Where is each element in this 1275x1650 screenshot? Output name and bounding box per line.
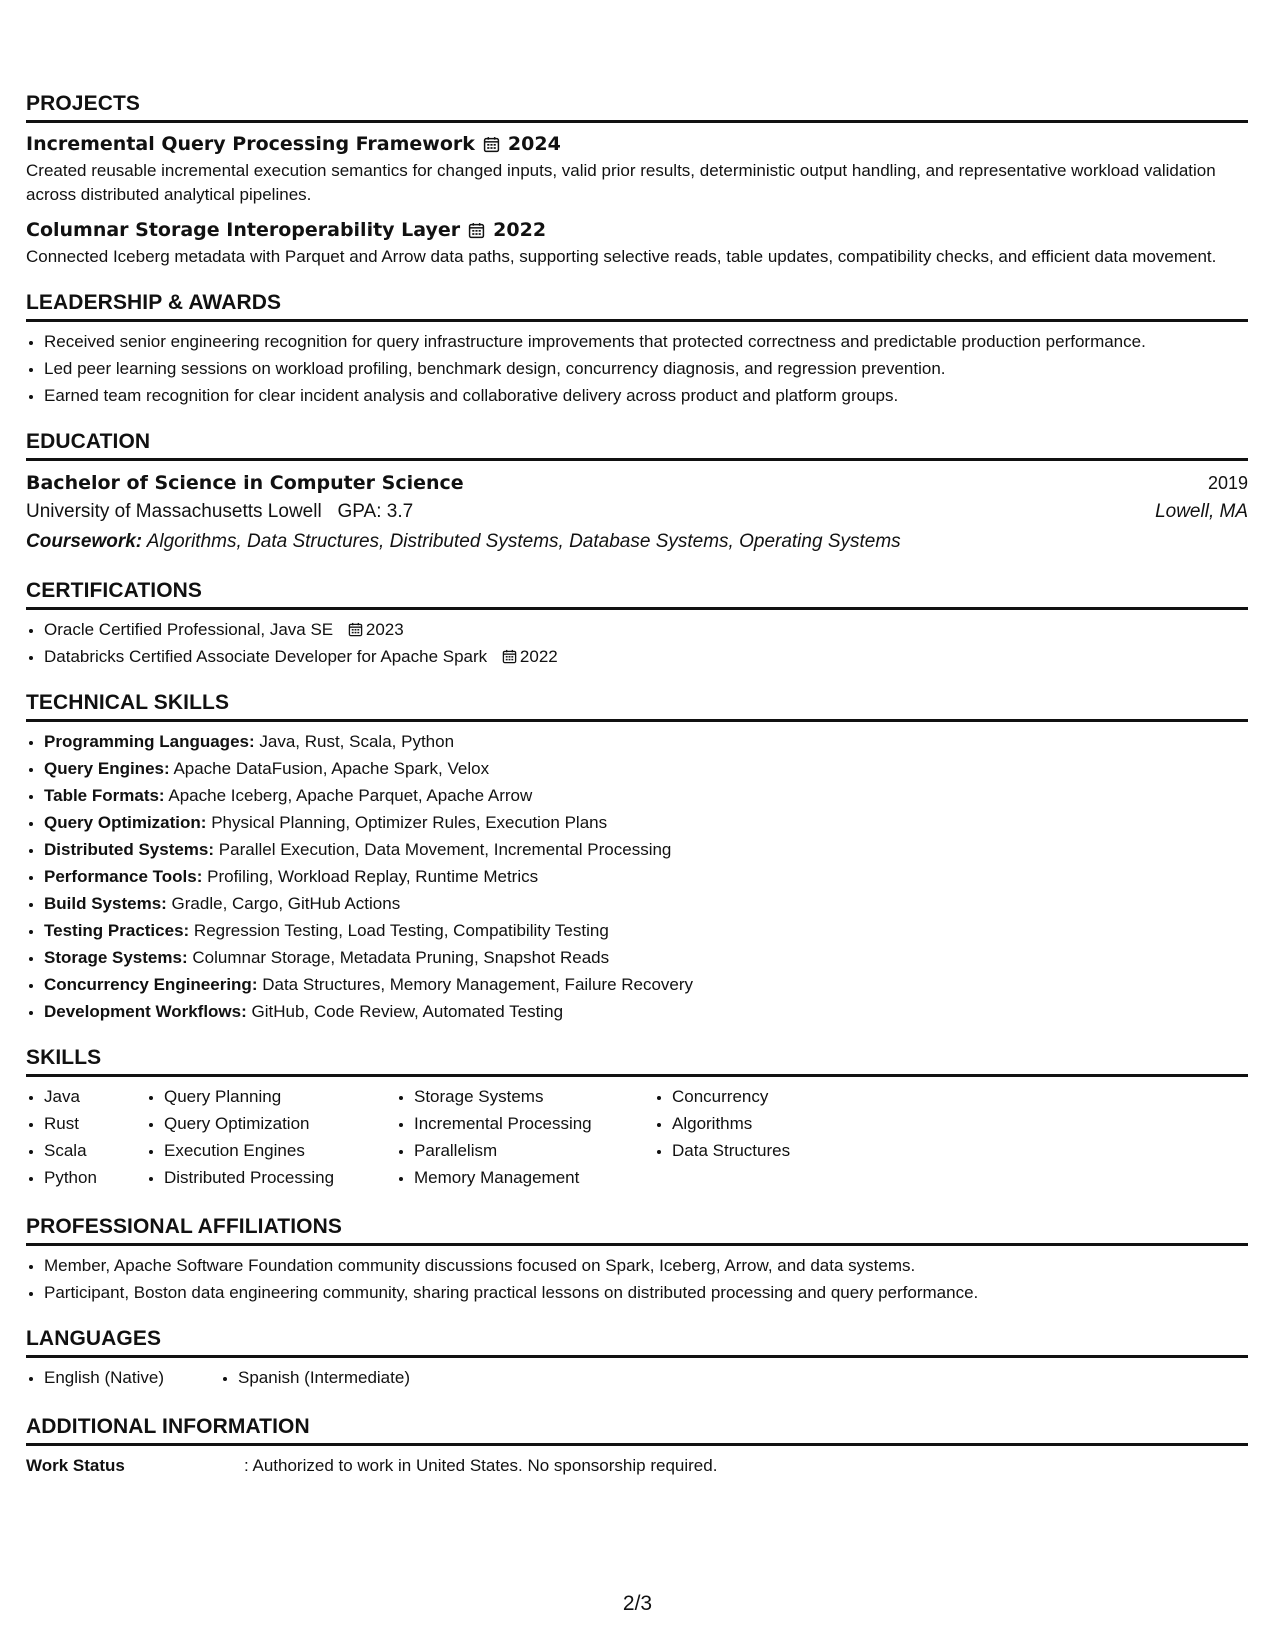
project-year: 2022 (493, 219, 547, 241)
list-item (44, 919, 1248, 943)
languages-column (220, 1366, 410, 1393)
coursework-list: Algorithms, Data Structures, Distributed Systems, Database Systems, Operating Systems (146, 531, 901, 552)
affiliations-section (26, 1215, 1248, 1305)
list-item (44, 973, 1248, 997)
page-number: 2/3 (622, 1592, 653, 1615)
list-item (44, 1000, 1248, 1024)
project-description: Connected Iceberg metadata with Parquet and Arrow data paths, supporting selective reads, table updates, compatibility checks, and efficient data movement. (26, 247, 1217, 266)
education-degree-row (26, 469, 1248, 497)
list-item (44, 946, 1248, 970)
projects-section (26, 92, 1248, 269)
certification-item (44, 618, 1248, 642)
section-title-skills: SKILLS (26, 1046, 1248, 1077)
school-location: Lowell, MA (1155, 501, 1248, 522)
certification-name: Oracle Certified Professional, Java SE (44, 620, 334, 639)
list-item (44, 838, 1248, 862)
list-item (44, 865, 1248, 889)
list-item: • Storage Systems (414, 1085, 654, 1109)
skill-values: Java, Rust, Scala, Python (259, 732, 455, 751)
list-item: • Java (44, 1085, 146, 1109)
skill-category: Query Optimization: (44, 813, 207, 832)
list-item (44, 784, 1248, 808)
project-entry (26, 217, 1248, 269)
list-item: • Concurrency (672, 1085, 892, 1109)
calendar-icon (502, 649, 517, 664)
leadership-section (26, 291, 1248, 408)
resume-page (26, 92, 1248, 1500)
skills-column (396, 1085, 654, 1193)
skill-category: Concurrency Engineering: (44, 975, 258, 994)
certifications-list (26, 618, 1248, 669)
list-item: • Query Planning (164, 1085, 396, 1109)
skills-column (654, 1085, 892, 1193)
project-description: Created reusable incremental execution semantics for changed inputs, valid prior results, deterministic output handling, and representative workload validation across distributed analytical pipelines. (26, 161, 1216, 204)
project-title-row (26, 217, 1248, 243)
section-title-education: EDUCATION (26, 430, 1248, 461)
skill-values: Gradle, Cargo, GitHub Actions (171, 894, 401, 913)
skill-values: Physical Planning, Optimizer Rules, Execution Plans (211, 813, 608, 832)
project-name: Columnar Storage Interoperability Layer (26, 219, 461, 241)
degree: Bachelor of Science in Computer Science (26, 472, 464, 494)
list-item: • Incremental Processing (414, 1112, 654, 1136)
list-item: • Led peer learning sessions on workload profiling, benchmark design, concurrency diagnosis, and regression prevention. (44, 357, 1248, 381)
skill-category: Distributed Systems: (44, 840, 215, 859)
list-item: • Received senior engineering recognition for query infrastructure improvements that protected correctness and predictable production performance. (44, 330, 1248, 354)
graduation-year: 2019 (1207, 473, 1248, 493)
list-item: • Member, Apache Software Foundation community discussions focused on Spark, Iceberg, Arrow, and data systems. (44, 1254, 1248, 1278)
skill-values: Profiling, Workload Replay, Runtime Metrics (207, 867, 539, 886)
technical-skills-section (26, 691, 1248, 1024)
school-name: University of Massachusetts Lowell (26, 501, 322, 522)
calendar-icon (348, 622, 363, 637)
list-item: • English (Native) (44, 1366, 220, 1390)
gpa: GPA: 3.7 (337, 501, 414, 522)
section-title-technical-skills: TECHNICAL SKILLS (26, 691, 1248, 722)
list-item (44, 811, 1248, 835)
list-item: • Query Optimization (164, 1112, 396, 1136)
technical-skills-list (26, 730, 1248, 1024)
section-title-leadership: LEADERSHIP & AWARDS (26, 291, 1248, 322)
skills-column (26, 1085, 146, 1193)
certification-name: Databricks Certified Associate Developer for Apache Spark (44, 647, 488, 666)
skill-category: Query Engines: (44, 759, 170, 778)
skill-values: Data Structures, Memory Management, Failure Recovery (262, 975, 694, 994)
work-status-value: : Authorized to work in United States. No sponsorship required. (244, 1456, 718, 1475)
leadership-list (26, 330, 1248, 408)
languages-section (26, 1327, 1248, 1393)
project-title-row (26, 131, 1248, 157)
section-title-additional: ADDITIONAL INFORMATION (26, 1415, 1248, 1446)
coursework (26, 527, 1248, 557)
calendar-icon (483, 136, 500, 153)
list-item: • Distributed Processing (164, 1166, 396, 1190)
calendar-icon (468, 222, 485, 239)
education-section (26, 430, 1248, 557)
list-item: • Python (44, 1166, 146, 1190)
certification-year: 2022 (519, 647, 558, 666)
certification-item (44, 645, 1248, 669)
skill-category: Performance Tools: (44, 867, 203, 886)
list-item (44, 730, 1248, 754)
skill-category: Table Formats: (44, 786, 165, 805)
list-item: • Parallelism (414, 1139, 654, 1163)
list-item (44, 892, 1248, 916)
section-title-certifications: CERTIFICATIONS (26, 579, 1248, 610)
project-name: Incremental Query Processing Framework (26, 133, 475, 155)
skill-category: Testing Practices: (44, 921, 190, 940)
certifications-section (26, 579, 1248, 669)
school-line (26, 497, 413, 527)
additional-section (26, 1415, 1248, 1478)
skill-category: Build Systems: (44, 894, 167, 913)
languages-column (26, 1366, 220, 1393)
skill-values: Regression Testing, Load Testing, Compatibility Testing (193, 921, 609, 940)
project-year: 2024 (507, 133, 561, 155)
section-title-projects: PROJECTS (26, 92, 1248, 123)
skills-grid (26, 1085, 1248, 1193)
list-item: • Scala (44, 1139, 146, 1163)
skills-section (26, 1046, 1248, 1193)
skill-values: Parallel Execution, Data Movement, Incremental Processing (218, 840, 672, 859)
skill-values: Apache DataFusion, Apache Spark, Velox (173, 759, 490, 778)
skill-category: Programming Languages: (44, 732, 255, 751)
list-item: • Rust (44, 1112, 146, 1136)
work-status-label: Work Status (26, 1456, 125, 1475)
section-title-languages: LANGUAGES (26, 1327, 1248, 1358)
coursework-label: Coursework: (26, 531, 143, 552)
list-item: • Participant, Boston data engineering community, sharing practical lessons on distributed processing and query performance. (44, 1281, 1248, 1305)
list-item: • Memory Management (414, 1166, 654, 1190)
list-item: • Earned team recognition for clear incident analysis and collaborative delivery across product and platform groups. (44, 384, 1248, 408)
skills-column (146, 1085, 396, 1193)
list-item (44, 757, 1248, 781)
list-item: • Spanish (Intermediate) (238, 1366, 410, 1390)
skill-values: GitHub, Code Review, Automated Testing (251, 1002, 564, 1021)
languages-list (26, 1366, 1248, 1393)
skill-values: Apache Iceberg, Apache Parquet, Apache Arrow (168, 786, 533, 805)
work-status-row (26, 1454, 1248, 1478)
skill-category: Development Workflows: (44, 1002, 247, 1021)
list-item: • Execution Engines (164, 1139, 396, 1163)
skill-category: Storage Systems: (44, 948, 188, 967)
list-item: • Data Structures (672, 1139, 892, 1163)
list-item: • Algorithms (672, 1112, 892, 1136)
affiliations-list (26, 1254, 1248, 1305)
education-school-row (26, 497, 1248, 527)
section-title-affiliations: PROFESSIONAL AFFILIATIONS (26, 1215, 1248, 1246)
certification-year: 2023 (365, 620, 404, 639)
project-entry (26, 131, 1248, 207)
skill-values: Columnar Storage, Metadata Pruning, Snapshot Reads (192, 948, 610, 967)
